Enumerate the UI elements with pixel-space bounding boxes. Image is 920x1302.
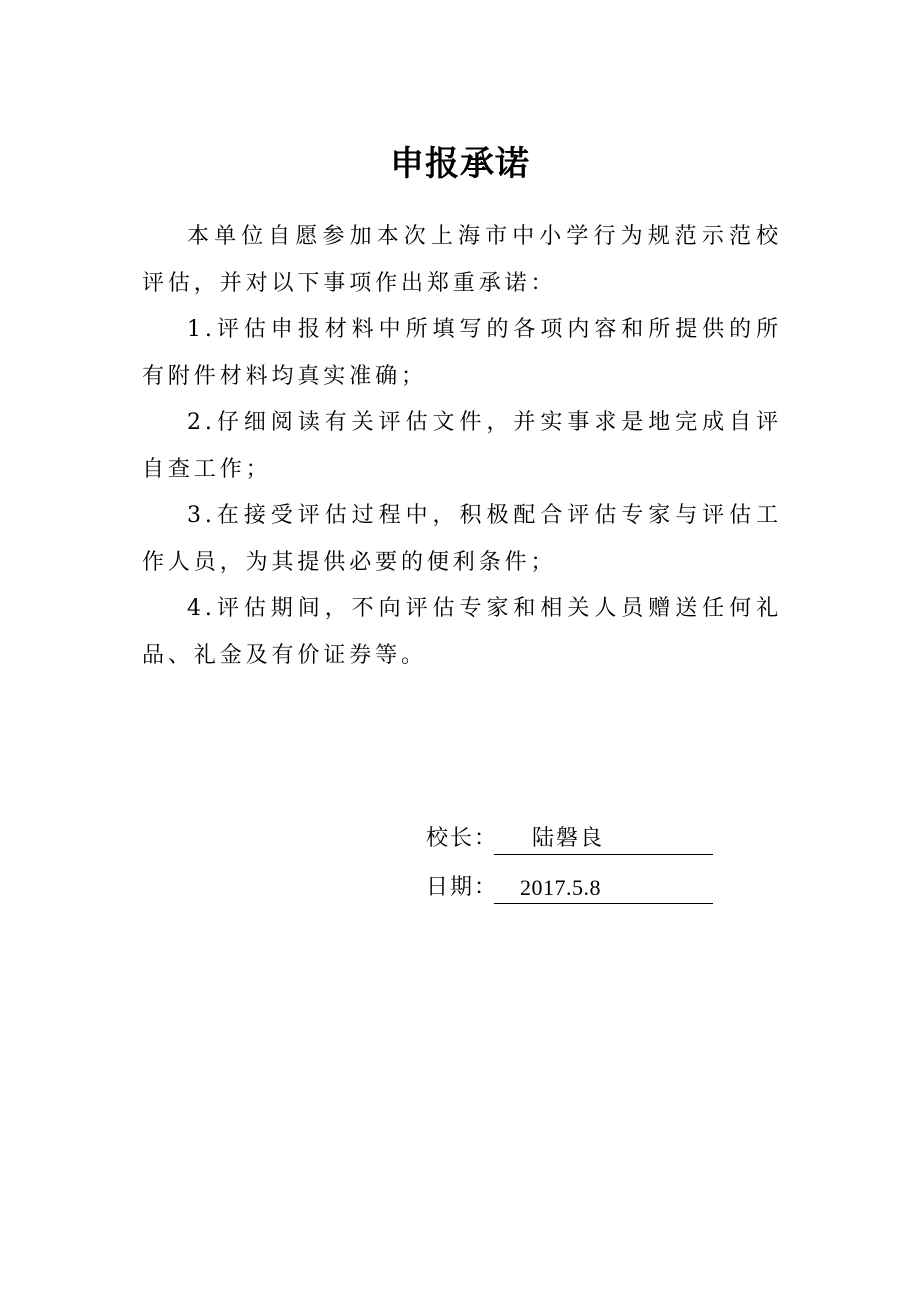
principal-label: 校长：	[426, 826, 499, 851]
date-value: 2017.5.8	[520, 875, 601, 900]
principal-name: 陆磐良	[532, 826, 605, 851]
commitment-body	[142, 214, 782, 679]
commitment-item-1: 1.评估申报材料中所填写的各项内容和所提供的所有附件材料均真实准确；	[142, 317, 782, 389]
commitment-item-3: 3.在接受评估过程中，积极配合评估专家与评估工作人员，为其提供必要的便利条件；	[142, 503, 782, 575]
date-line	[494, 871, 713, 904]
intro-paragraph: 本单位自愿参加本次上海市中小学行为规范示范校评估，并对以下事项作出郑重承诺：	[142, 224, 782, 296]
date-row	[426, 871, 726, 905]
page-title: 申报承诺	[390, 144, 530, 184]
principal-signature-row	[426, 822, 726, 856]
commitment-item-4: 4.评估期间，不向评估专家和相关人员赠送任何礼品、礼金及有价证券等。	[142, 596, 782, 668]
principal-signature-line	[494, 822, 713, 855]
commitment-item-2: 2.仔细阅读有关评估文件，并实事求是地完成自评自查工作；	[142, 410, 782, 482]
date-label: 日期：	[426, 875, 499, 900]
